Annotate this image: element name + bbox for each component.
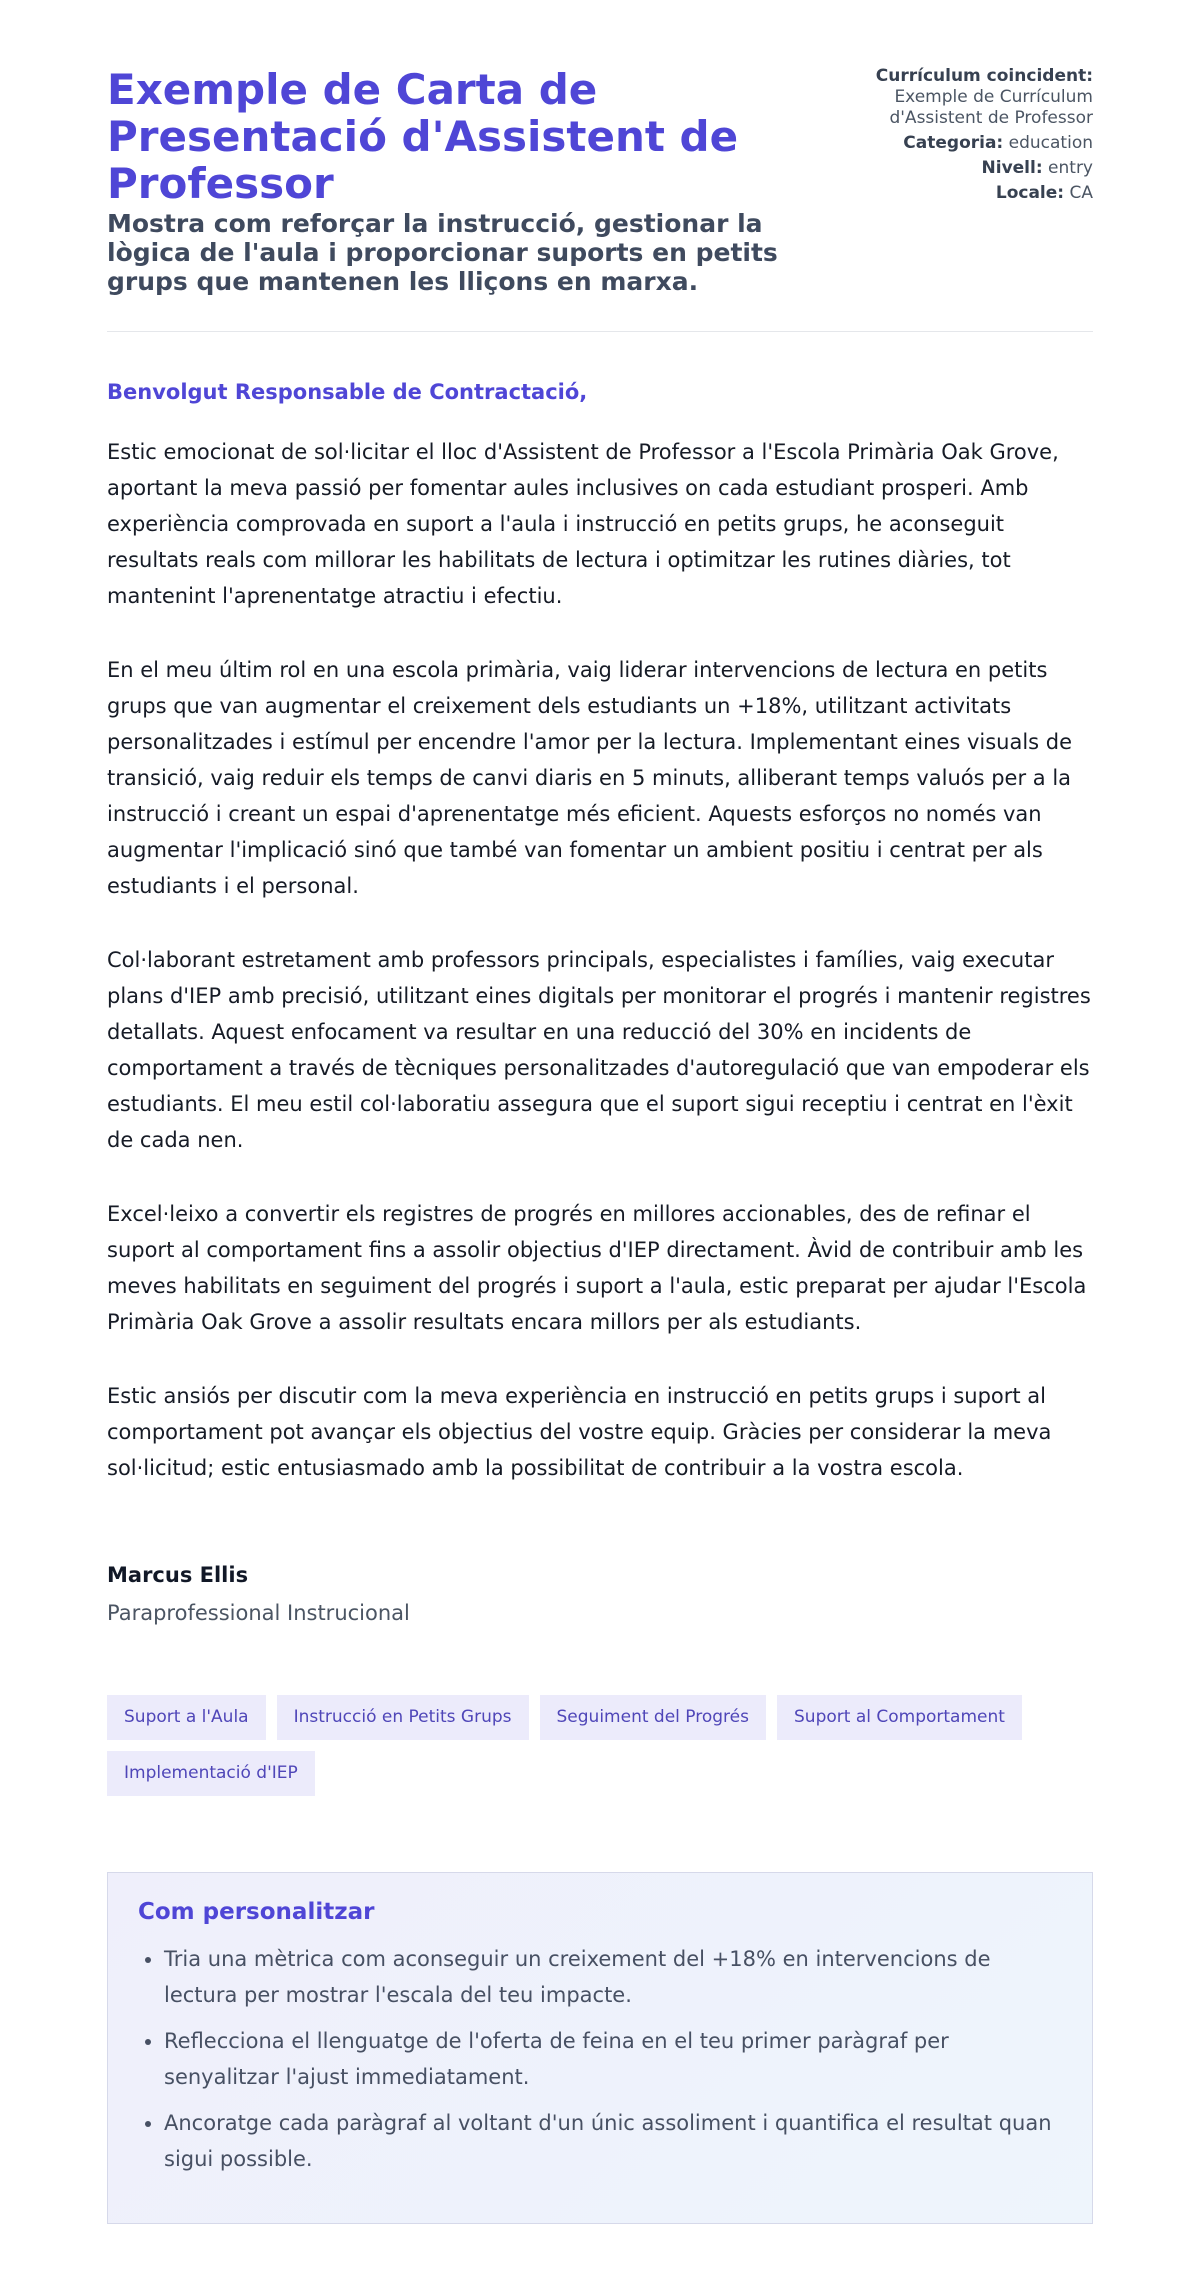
skill-tag: Suport a l'Aula [107, 1695, 266, 1740]
meta-locale-value: CA [1069, 183, 1093, 203]
tip-item: • Reflecciona el llenguatge de l'oferta de feina en el teu primer paràgraf per senyalitzar l'ajust immediatament. [164, 2023, 1062, 2095]
page-header [107, 0, 1093, 296]
skill-tag: Instrucció en Petits Grups [277, 1695, 529, 1740]
customization-tips-box [107, 1872, 1093, 2224]
meta-category [833, 133, 1093, 154]
meta-locale-label: Locale: [995, 183, 1065, 203]
signature-name: Marcus Ellis [107, 1563, 249, 1587]
letter-body [107, 434, 1093, 1524]
skill-tag: Suport al Comportament [777, 1695, 1022, 1740]
meta-resume [833, 66, 1093, 129]
skill-tag: Seguiment del Progrés [540, 1695, 766, 1740]
meta-category-label: Categoria: [903, 133, 1004, 153]
meta-locale [833, 183, 1093, 204]
meta-resume-label: Currículum coincident: [875, 66, 1093, 86]
page-subtitle: Mostra com reforçar la instrucció, gestionar la lògica de l'aula i proporcionar suports en petits grups que mantenen les lliçons en marxa. [107, 209, 778, 296]
meta-level [833, 158, 1093, 179]
signature-block [107, 1563, 410, 1625]
tips-list [138, 1941, 1062, 2177]
letter-paragraph: Estic emocionat de sol·licitar el lloc d'Assistent de Professor a l'Escola Primària Oak Grove, aportant la meva passió per fomentar aules inclusives on cada estudiant prosperi. Amb experiència comprovada en suport a l'aula i instrucció en petits grups, he aconseguit resultats reals com millorar les habilitats de lectura i optimitzar les rutines diàries, tot mantenint l'aprenentatge atractiu i efectiu. [107, 440, 1059, 608]
meta-panel [833, 66, 1093, 208]
letter-paragraph: Excel·leixo a convertir els registres de progrés en millores accionables, des de refinar el suport al comportament fins a assolir objectius d'IEP directament. Àvid de contribuir amb les meves habilitats en seguiment del progrés i suport a l'aula, estic preparat per ajudar l'Escola Primària Oak Grove a assolir resultats encara millors per als estudiants. [107, 1202, 1087, 1334]
meta-level-value: entry [1048, 158, 1093, 178]
letter-paragraph: Col·laborant estretament amb professors principals, especialistes i famílies, vaig executar plans d'IEP amb precisió, utilitzant eines digitals per monitorar el progrés i mantenir registres detallats. Aquest enfocament va resultar en una reducció del 30% en incidents de comportament a través de tècniques personalitzades d'autoregulació que van empoderar els estudiants. El meu estil col·laboratiu assegura que el suport sigui receptiu i centrat en l'èxit de cada nen. [107, 948, 1091, 1152]
skill-tag: Implementació d'IEP [107, 1751, 315, 1796]
meta-category-value: education [1008, 133, 1093, 153]
header-divider [107, 331, 1093, 332]
letter-paragraph: En el meu últim rol en una escola primària, vaig liderar intervencions de lectura en petits grups que van augmentar el creixement dels estudiants un +18%, utilitzant activitats personalitzades i estímul per encendre l'amor per la lectura. Implementant eines visuals de transició, vaig reduir els temps de canvi diaris en 5 minuts, alliberant temps valuós per a la instrucció i creant un espai d'aprenentatge més eficient. Aquests esforços no només van augmentar l'implicació sinó que també van fomentar un ambient positiu i centrat per als estudiants i el personal. [107, 658, 1073, 898]
tip-item: • Ancoratge cada paràgraf al voltant d'un únic assoliment i quantifica el resultat quan sigui possible. [164, 2105, 1062, 2177]
letter-paragraph: Estic ansiós per discutir com la meva experiència en instrucció en petits grups i suport al comportament pot avançar els objectius del vostre equip. Gràcies per considerar la meva sol·licitud; estic entusiasmado amb la possibilitat de contribuir a la vostra escola. [107, 1384, 1052, 1480]
letter-greeting: Benvolgut Responsable de Contractació, [107, 380, 588, 404]
signature-role: Paraprofessional Instrucional [107, 1601, 410, 1625]
tip-item: • Tria una mètrica com aconseguir un creixement del +18% en intervencions de lectura per mostrar l'escala del teu impacte. [164, 1941, 1062, 2013]
tips-title: Com personalitzar [138, 1899, 375, 1925]
skill-tags [107, 1695, 1107, 1796]
meta-level-label: Nivell: [981, 158, 1043, 178]
meta-resume-value: Exemple de Currículum d'Assistent de Professor [889, 87, 1093, 128]
page-title: Exemple de Carta de Presentació d'Assistent de Professor [107, 65, 739, 208]
